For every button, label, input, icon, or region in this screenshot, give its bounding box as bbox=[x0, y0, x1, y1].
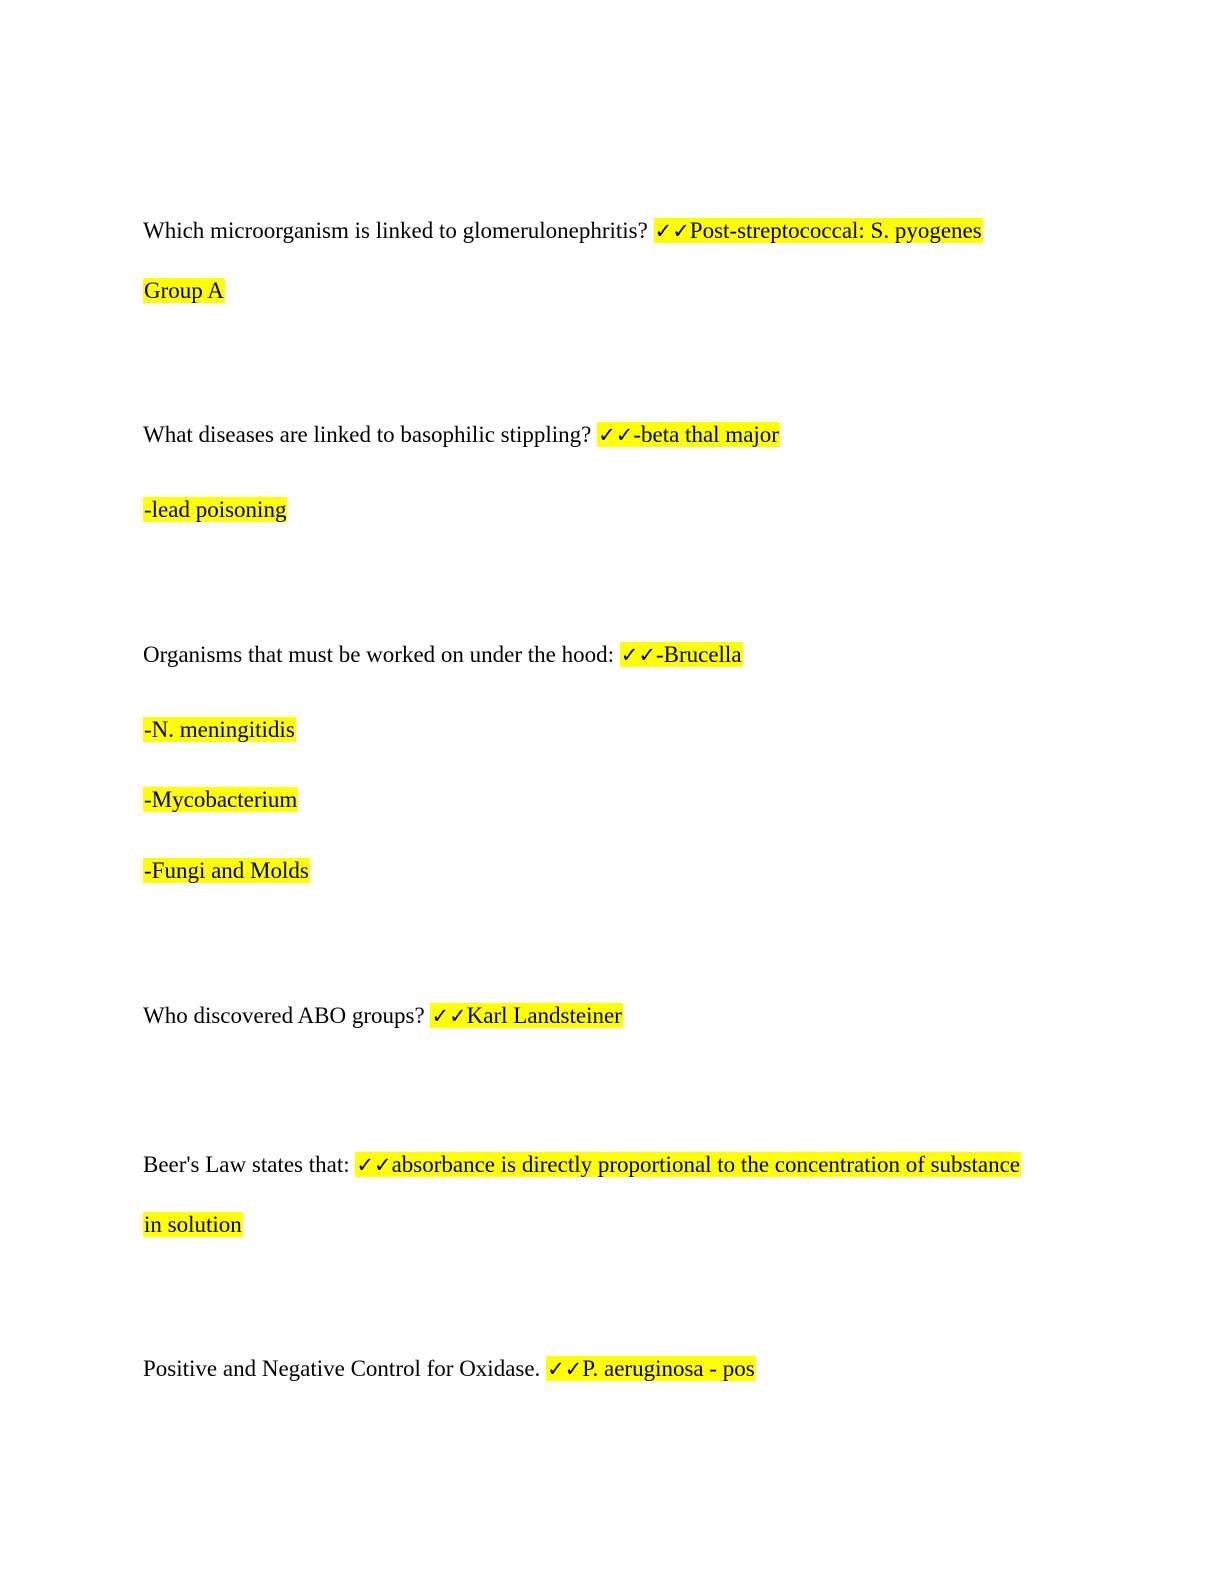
answer-text: -beta thal major bbox=[633, 422, 779, 447]
qa-item-2-answer-continued bbox=[143, 493, 287, 527]
question-text: Positive and Negative Control for Oxidase. bbox=[143, 1356, 541, 1381]
answer-text: in solution bbox=[144, 1212, 242, 1237]
qa-item-5 bbox=[143, 1148, 1021, 1182]
answer-highlight bbox=[430, 1003, 622, 1028]
answer-text: -Mycobacterium bbox=[144, 787, 298, 812]
answer-highlight bbox=[597, 422, 780, 447]
qa-item-4 bbox=[143, 999, 623, 1033]
answer-text: P. aeruginosa - pos bbox=[582, 1356, 755, 1381]
answer-highlight bbox=[620, 642, 743, 667]
question-text: Who discovered ABO groups? bbox=[143, 1003, 425, 1028]
qa-item-3-answer-continued bbox=[143, 854, 310, 888]
qa-item-3 bbox=[143, 638, 743, 672]
double-check-icon: ✓✓ bbox=[654, 219, 690, 243]
qa-item-1-answer-continued bbox=[143, 274, 225, 308]
qa-item-3-answer-continued bbox=[143, 713, 296, 747]
qa-item-6 bbox=[143, 1352, 756, 1386]
answer-text: -N. meningitidis bbox=[144, 717, 295, 742]
qa-item-5-answer-continued bbox=[143, 1208, 243, 1242]
answer-text: -lead poisoning bbox=[144, 497, 287, 522]
answer-text: Karl Landsteiner bbox=[466, 1003, 622, 1028]
double-check-icon: ✓✓ bbox=[547, 1357, 583, 1381]
answer-highlight bbox=[546, 1356, 756, 1381]
answer-text: Group A bbox=[144, 278, 224, 303]
qa-item-3-answer-continued bbox=[143, 783, 298, 817]
qa-item-2 bbox=[143, 418, 780, 452]
answer-text: -Brucella bbox=[655, 642, 742, 667]
answer-text: -Fungi and Molds bbox=[144, 858, 309, 883]
question-text: Organisms that must be worked on under the hood: bbox=[143, 642, 615, 667]
double-check-icon: ✓✓ bbox=[431, 1004, 467, 1028]
question-text: What diseases are linked to basophilic stippling? bbox=[143, 422, 592, 447]
question-text: Which microorganism is linked to glomerulonephritis? bbox=[143, 218, 648, 243]
answer-text: absorbance is directly proportional to the concentration of substance bbox=[391, 1152, 1021, 1177]
double-check-icon: ✓✓ bbox=[598, 423, 634, 447]
question-text: Beer's Law states that: bbox=[143, 1152, 350, 1177]
double-check-icon: ✓✓ bbox=[620, 643, 656, 667]
answer-highlight bbox=[654, 218, 983, 243]
answer-text: Post-streptococcal: S. pyogenes bbox=[689, 218, 982, 243]
answer-highlight bbox=[355, 1152, 1021, 1177]
qa-item-1 bbox=[143, 214, 983, 248]
double-check-icon: ✓✓ bbox=[356, 1153, 392, 1177]
